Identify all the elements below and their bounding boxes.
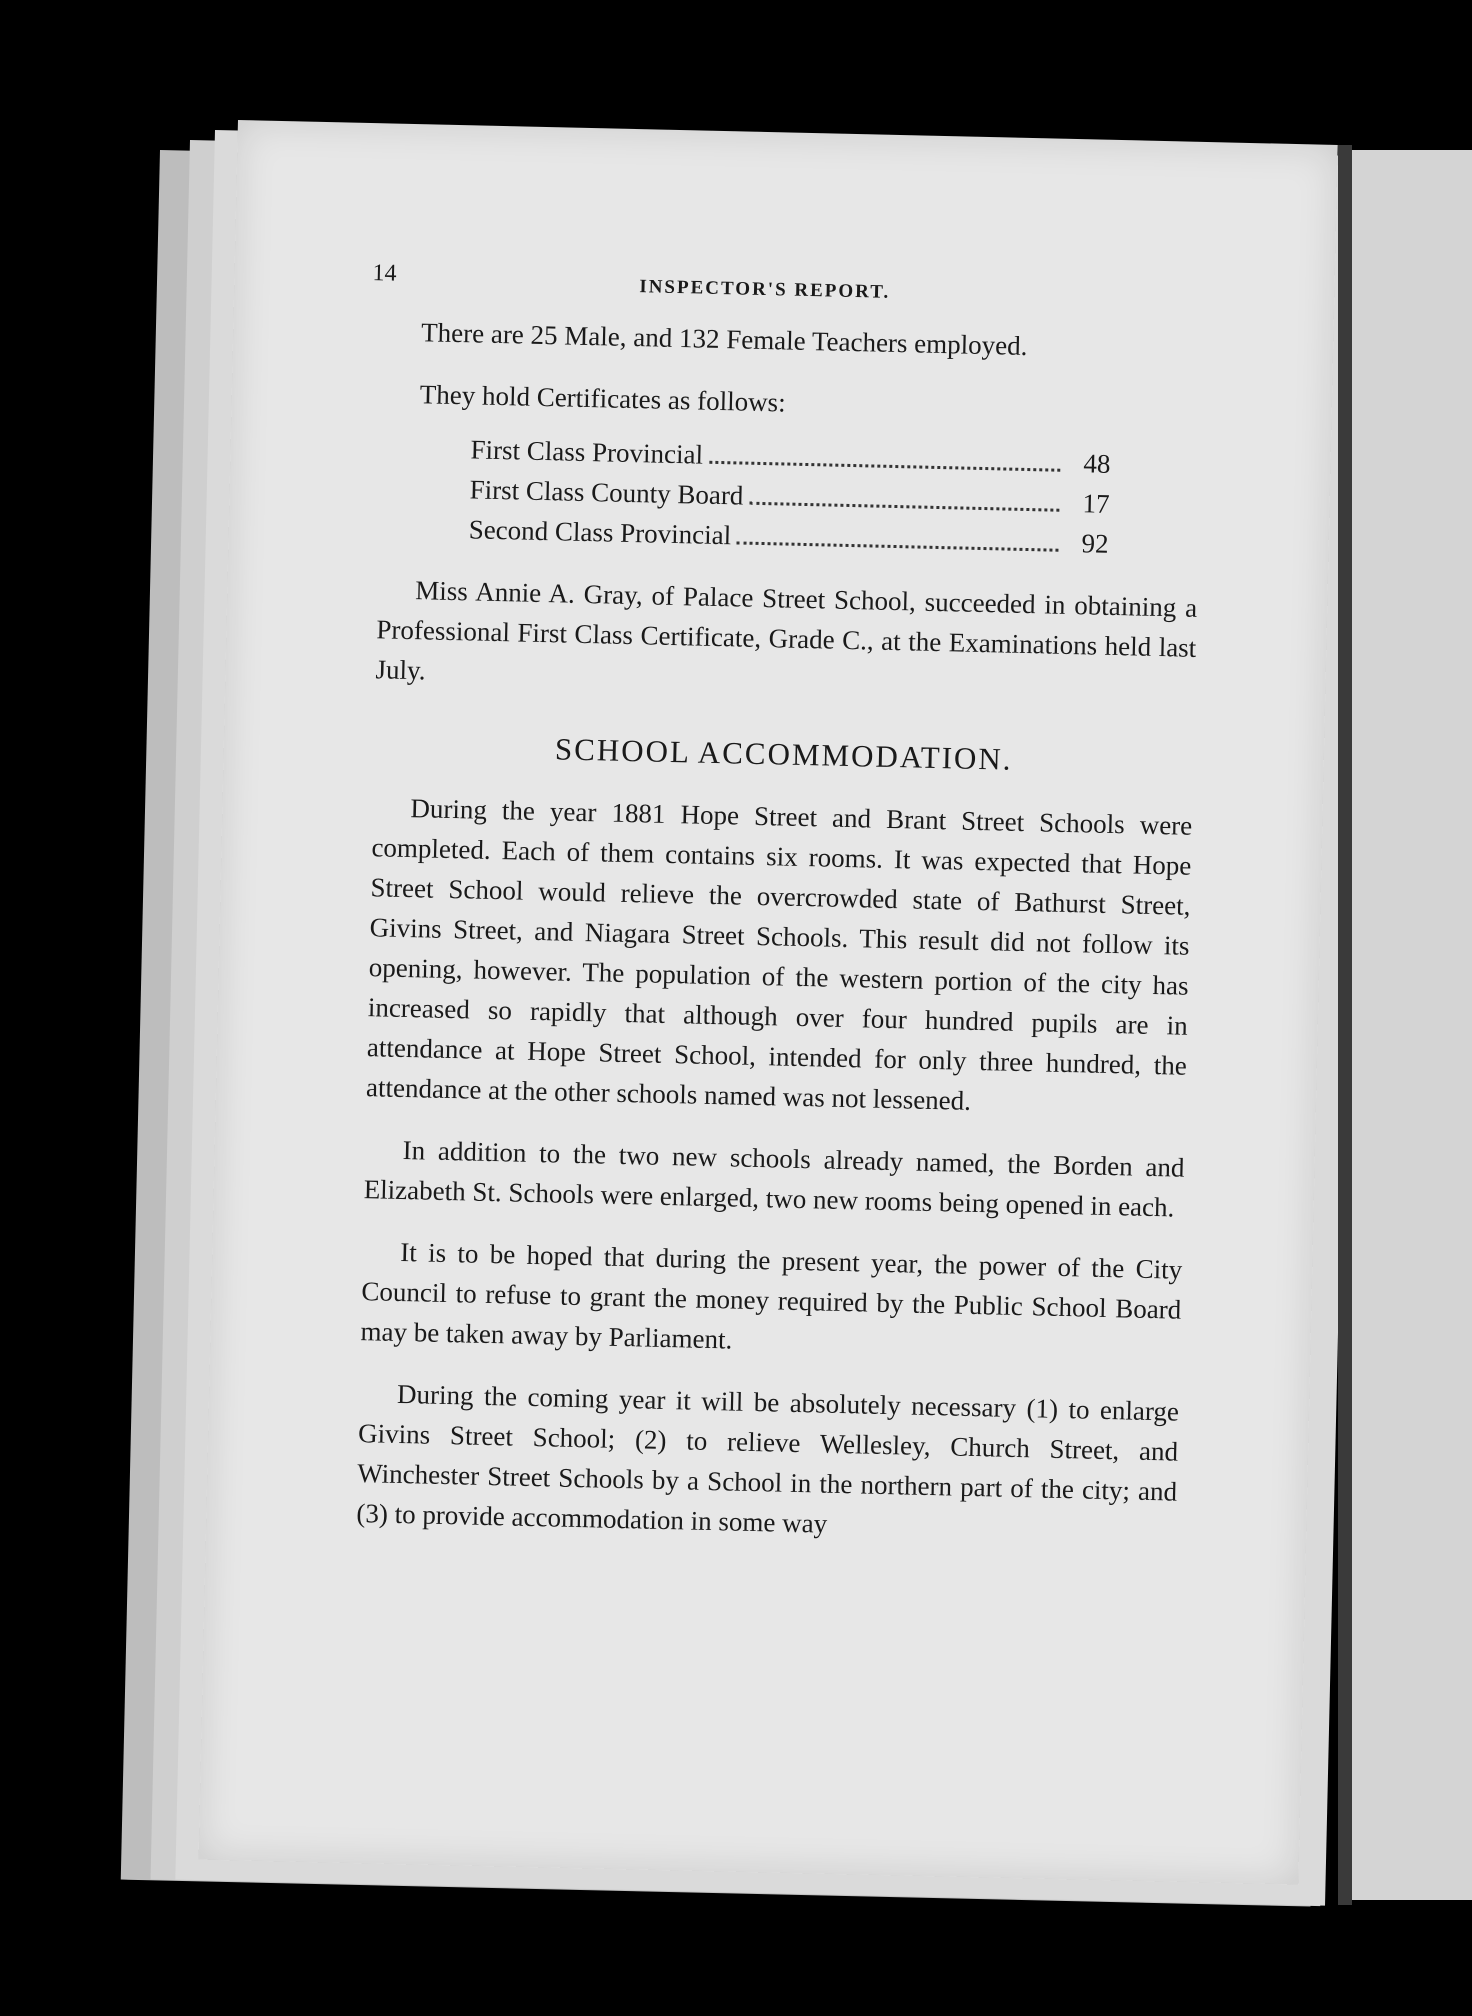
dot-leader bbox=[749, 502, 1059, 512]
body-paragraph: In addition to the two new schools already named, the Borden and Elizabeth St. Schools were enlarged, two new rooms being opened in each. bbox=[363, 1135, 1185, 1223]
body-paragraph: During the coming year it will be absolutely necessary (1) to enlarge Givins Street School; (2) to relieve Wellesley, Church Street, and Winchester Street Schools by a School in the northern part of the city; and (3) to provide accommodation in some way bbox=[356, 1378, 1180, 1539]
teachers-count-paragraph: There are 25 Male, and 132 Female Teachers employed. bbox=[420, 317, 1028, 361]
certificate-count: 17 bbox=[1082, 488, 1110, 519]
page-number: 14 bbox=[372, 260, 397, 287]
certificate-name: First Class County Board bbox=[469, 474, 744, 511]
section-heading: SCHOOL ACCOMMODATION. bbox=[554, 731, 1013, 777]
running-head-title: INSPECTOR'S REPORT. bbox=[639, 276, 891, 303]
certificate-name: Second Class Provincial bbox=[468, 514, 732, 551]
body-paragraph: During the year 1881 Hope Street and Brant Street Schools were completed. Each of them contains six rooms. It was expected that Hope Street School would relieve the overcrowded state of Bathurst Street, Givins Street, and Niagara Street Schools. This result did not follow its opening, however. The population of the western portion of the city has increased so rapidly that although over four hundred pupils are in attendance at Hope Street School, intended for only three hundred, the attendance at the other schools named was not lessened. bbox=[365, 793, 1193, 1116]
certificates-intro-paragraph: They hold Certificates as follows: bbox=[419, 379, 786, 418]
certificate-count: 92 bbox=[1081, 528, 1109, 559]
page-content bbox=[356, 253, 1205, 1551]
body-paragraph: It is to be hoped that during the present year, the power of the City Council to refuse to grant the money required by the Public School Board may be taken away by Parliament. bbox=[360, 1236, 1183, 1355]
certificate-name: First Class Provincial bbox=[470, 434, 704, 470]
book-spine bbox=[1338, 145, 1352, 1905]
document-page bbox=[199, 120, 1338, 1885]
facing-page-edge bbox=[1352, 150, 1472, 1900]
certificate-list bbox=[468, 429, 1111, 563]
dot-leader bbox=[737, 541, 1059, 551]
gray-certificate-paragraph: Miss Annie A. Gray, of Palace Street School, succeeded in obtaining a Professional First Class Certificate, Grade C., at the Examinations held last July. bbox=[375, 575, 1198, 686]
dot-leader bbox=[709, 461, 1060, 472]
running-header bbox=[372, 253, 1205, 312]
certificate-count: 48 bbox=[1083, 448, 1111, 479]
